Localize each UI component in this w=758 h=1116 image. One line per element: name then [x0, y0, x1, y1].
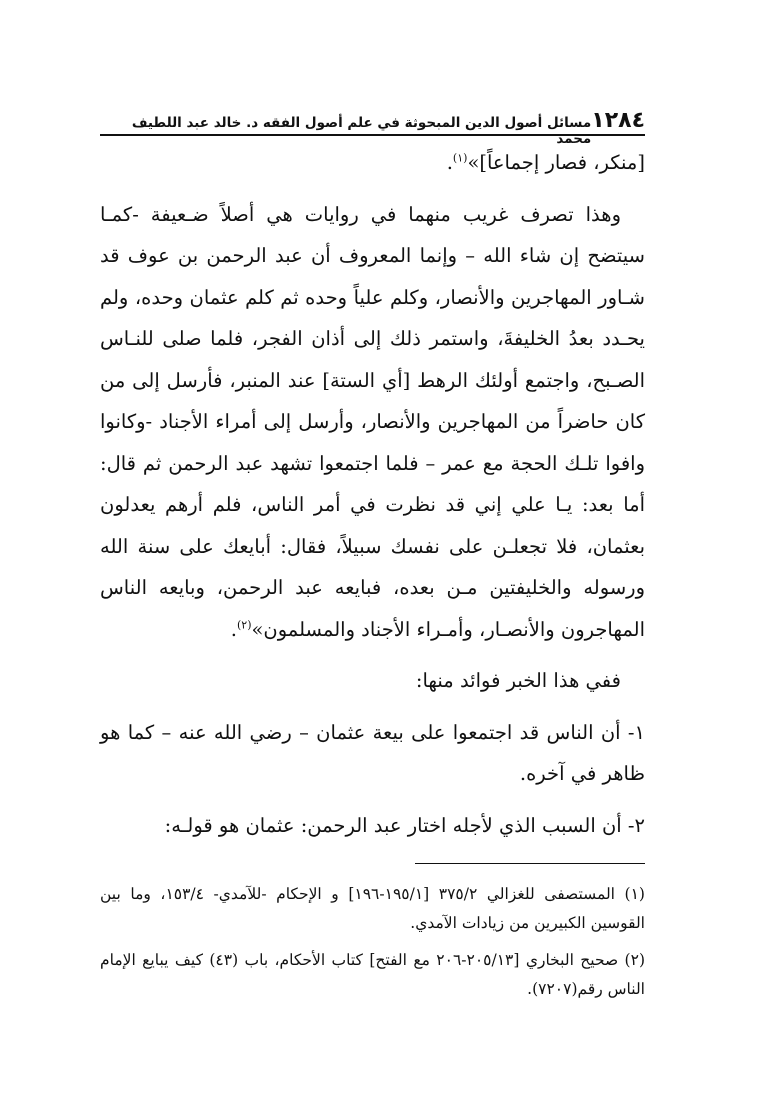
- footnote-ref-2: (٢): [236, 618, 252, 631]
- footnotes: [100, 880, 645, 1012]
- paragraph-benefits-intro: ففي هذا الخبر فوائد منها:: [415, 669, 621, 692]
- page-number: ١٢٨٤: [591, 108, 645, 133]
- footnote-2: (٢) صحيح البخاري [٢٠٥/١٣-٢٠٦ مع الفتح] كتاب الأحكام، باب (٤٣) كيف يبايع الإمام الناس رقم(٧٢٠٧).: [100, 951, 645, 998]
- paragraph-text: [منكر، فصار إجماعاً]»: [467, 151, 645, 174]
- paragraph-end: .: [446, 151, 453, 174]
- body-text: [100, 136, 645, 846]
- paragraph-end: .: [230, 617, 237, 641]
- footnote-ref-1: (١): [452, 151, 468, 165]
- paragraph-text: وهذا تصرف غريب منهما في روايات هي أصلاً ضـعيفة -كمـا سيتضح إن شاء الله – وإنما المعروف أن عبد الرحمن بن عوف قد شـاور المهاجرين والأنصار، وكلم علياً وحده ثم كلم عثمان وحده، ولم يحـدد بعدُ الخليفةَ، واستمر ذلك إلى أذان الفجر، فلما صلى للنـاس الصـبح، واجتمع أولئك الرهط [أي الستة] عند المنبر، فأرسل إلى من كان حاضراً من المهاجرين والأنصار، وأرسل إلى أمراء الأجناد -وكانوا وافوا تلـك الحجة مع عمر – فلما اجتمعوا تشهد عبد الرحمن ثم قال: أما بعد: يـا علي إني قد نظرت في أمر الناس، فلم أرهم يعدلون بعثمان، فلا تجعلـن على نفسك سبيلاً، فقال: أبايعك على سنة الله ورسوله والخليفتين مـن بعده، فبايعه عبد الرحمن، وبايعه الناس المهاجرون والأنصـار، وأمـراء الأجناد والمسلمون»: [100, 202, 645, 641]
- header-title: مسائل أصول الدين المبحوثة في علم أصول الفقه د. خالد عبد اللطيف محمد: [131, 115, 592, 147]
- paragraph-continuation: [100, 142, 645, 184]
- footnote-divider: [415, 863, 645, 864]
- page: [100, 108, 645, 998]
- running-header: [100, 108, 645, 147]
- paragraph-main: [100, 194, 645, 651]
- list-item-2: ٢- أن السبب الذي لأجله اختار عبد الرحمن: عثمان هو قولـه:: [164, 813, 645, 837]
- list-item-1: ١- أن الناس قد اجتمعوا على بيعة عثمان – رضي الله عنه – كما هو ظاهر في آخره.: [100, 720, 645, 785]
- footnote-1: (١) المستصفى للغزالي ٣٧٥/٢ [١٩٥/١-١٩٦] و الإحكام -للآمدي- ١٥٣/٤، وما بين القوسين الكبيرين من زيادات الآمدي.: [100, 885, 645, 932]
